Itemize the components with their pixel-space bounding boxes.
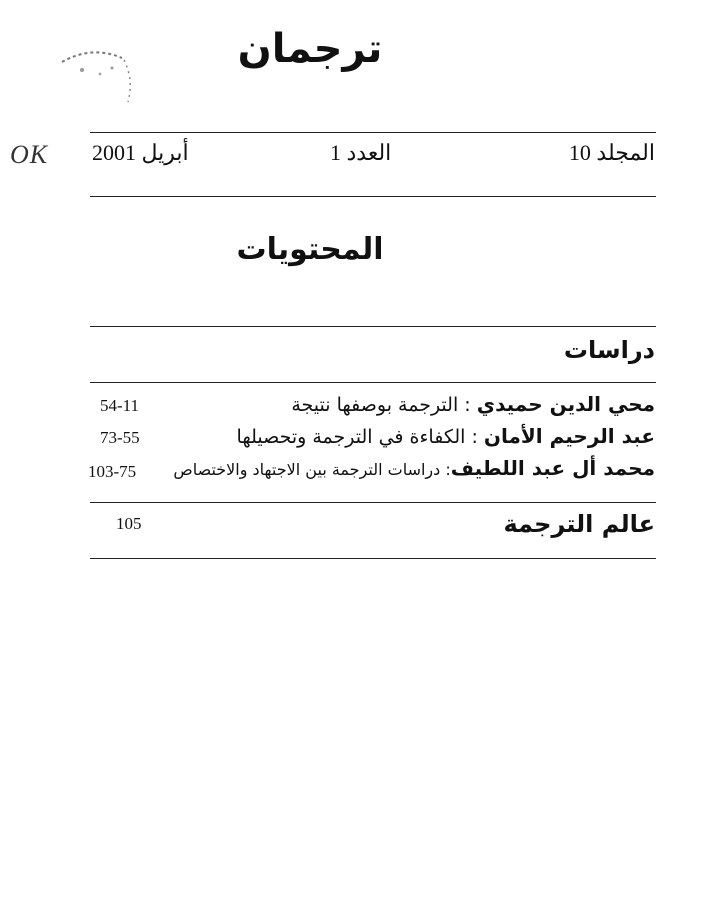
divider-bottom xyxy=(90,558,656,559)
divider-studies xyxy=(90,382,656,383)
entry-separator: : xyxy=(445,460,451,479)
studies-section-title: دراسات xyxy=(563,336,655,364)
entry-author: محمد أل عبد اللطيف xyxy=(450,456,655,480)
entry-title: الكفاءة في الترجمة وتحصيلها xyxy=(236,426,466,448)
entry-separator: : xyxy=(471,426,478,448)
toc-entry-2 xyxy=(237,424,655,448)
divider-issue xyxy=(90,196,656,197)
stamp-mark xyxy=(52,40,142,120)
divider-top xyxy=(90,132,656,133)
divider-entries xyxy=(90,502,656,503)
divider-contents xyxy=(90,326,656,327)
toc-entry-1 xyxy=(291,392,655,416)
volume-label: المجلد 10 xyxy=(568,140,655,165)
date-label: أبريل 2001 xyxy=(92,140,189,165)
entry-title: الترجمة بوصفها نتيجة xyxy=(291,394,459,416)
journal-title: ترجمان xyxy=(237,26,383,72)
issue-label: العدد 1 xyxy=(330,140,392,165)
entry-separator: : xyxy=(464,394,471,416)
entry-pages-2: 73-55 xyxy=(100,428,140,447)
entry-author: عبد الرحيم الأمان xyxy=(483,424,655,448)
toc-entry-3 xyxy=(173,456,655,480)
contents-heading: المحتويات xyxy=(236,232,384,267)
world-section-title: عالم الترجمة xyxy=(503,510,655,538)
entry-pages-3: 103-75 xyxy=(88,462,137,481)
margin-note: OK xyxy=(10,140,49,169)
world-section-pages: 105 xyxy=(116,514,142,533)
entry-author: محي الدين حميدي xyxy=(476,392,655,416)
entry-title: دراسات الترجمة بين الاجتهاد والاختصاص xyxy=(173,460,441,479)
entry-pages-1: 54-11 xyxy=(100,396,140,415)
